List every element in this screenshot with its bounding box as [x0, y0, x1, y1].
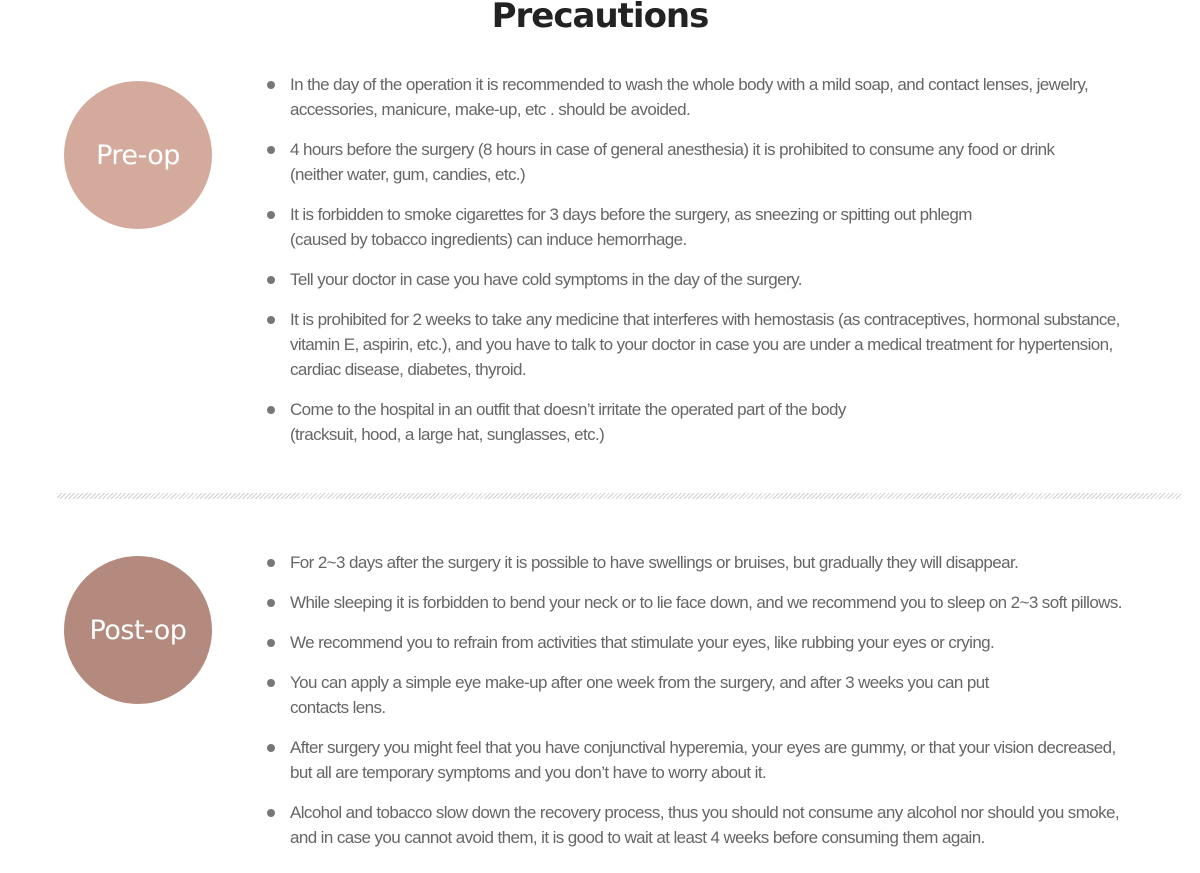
list-item — [266, 800, 1122, 850]
bullet-icon — [267, 316, 275, 324]
post-op-label: Post-op — [89, 614, 187, 646]
bullet-icon — [267, 81, 275, 89]
list-item-text: While sleeping it is forbidden to bend your neck or to lie face down, and we recommend you to sleep on 2~3 soft pillows. — [290, 593, 1122, 612]
bullet-icon — [267, 276, 275, 284]
list-item-text: After surgery you might feel that you have conjunctival hyperemia, your eyes are gummy, or that your vision decreased, but all are temporary symptoms and you don’t have to worry about it. — [290, 738, 1116, 782]
list-item-text: For 2~3 days after the surgery it is possible to have swellings or bruises, but gradually they will disappear. — [290, 553, 1019, 572]
list-item — [266, 267, 1120, 292]
bullet-icon — [267, 809, 275, 817]
bullet-icon — [267, 599, 275, 607]
list-item — [266, 735, 1122, 785]
list-item-text: Tell your doctor in case you have cold symptoms in the day of the surgery. — [290, 270, 802, 289]
pre-op-list — [266, 72, 1120, 462]
list-item-text: It is forbidden to smoke cigarettes for 3 days before the surgery, as sneezing or spitting out phlegm (caused by tobacco ingredients) can induce hemorrhage. — [290, 205, 972, 249]
list-item — [266, 550, 1122, 575]
list-item-text: Alcohol and tobacco slow down the recovery process, thus you should not consume any alcohol nor should you smoke, and in case you cannot avoid them, it is good to wait at least 4 weeks before consuming them again. — [290, 803, 1119, 847]
list-item — [266, 590, 1122, 615]
section-divider — [57, 493, 1181, 499]
bullet-icon — [267, 559, 275, 567]
list-item — [266, 397, 1120, 447]
bullet-icon — [267, 406, 275, 414]
list-item — [266, 202, 1120, 252]
bullet-icon — [267, 679, 275, 687]
pre-op-badge — [64, 81, 212, 229]
list-item — [266, 630, 1122, 655]
list-item-text: 4 hours before the surgery (8 hours in case of general anesthesia) it is prohibited to consume any food or drink (neither water, gum, candies, etc.) — [290, 140, 1055, 184]
list-item — [266, 307, 1120, 382]
page-title: Precautions — [491, 0, 709, 36]
bullet-icon — [267, 639, 275, 647]
list-item-text: We recommend you to refrain from activities that stimulate your eyes, like rubbing your eyes or crying. — [290, 633, 995, 652]
list-item — [266, 670, 1122, 720]
bullet-icon — [267, 211, 275, 219]
list-item-text: You can apply a simple eye make-up after one week from the surgery, and after 3 weeks you can put contacts lens. — [290, 673, 989, 717]
list-item-text: It is prohibited for 2 weeks to take any medicine that interferes with hemostasis (as contraceptives, hormonal substance, vitamin E, aspirin, etc.), and you have to talk to your doctor in case you are under a medical treatment for hypertension, cardiac disease, diabetes, thyroid. — [290, 310, 1120, 379]
pre-op-label: Pre-op — [96, 139, 180, 171]
bullet-icon — [267, 744, 275, 752]
list-item-text: In the day of the operation it is recommended to wash the whole body with a mild soap, and contact lenses, jewelry, accessories, manicure, make-up, etc . should be avoided. — [290, 75, 1089, 119]
bullet-icon — [267, 146, 275, 154]
list-item — [266, 137, 1120, 187]
list-item-text: Come to the hospital in an outfit that doesn’t irritate the operated part of the body (tracksuit, hood, a large hat, sunglasses, etc.) — [290, 400, 846, 444]
post-op-list — [266, 550, 1122, 865]
list-item — [266, 72, 1120, 122]
post-op-badge — [64, 556, 212, 704]
